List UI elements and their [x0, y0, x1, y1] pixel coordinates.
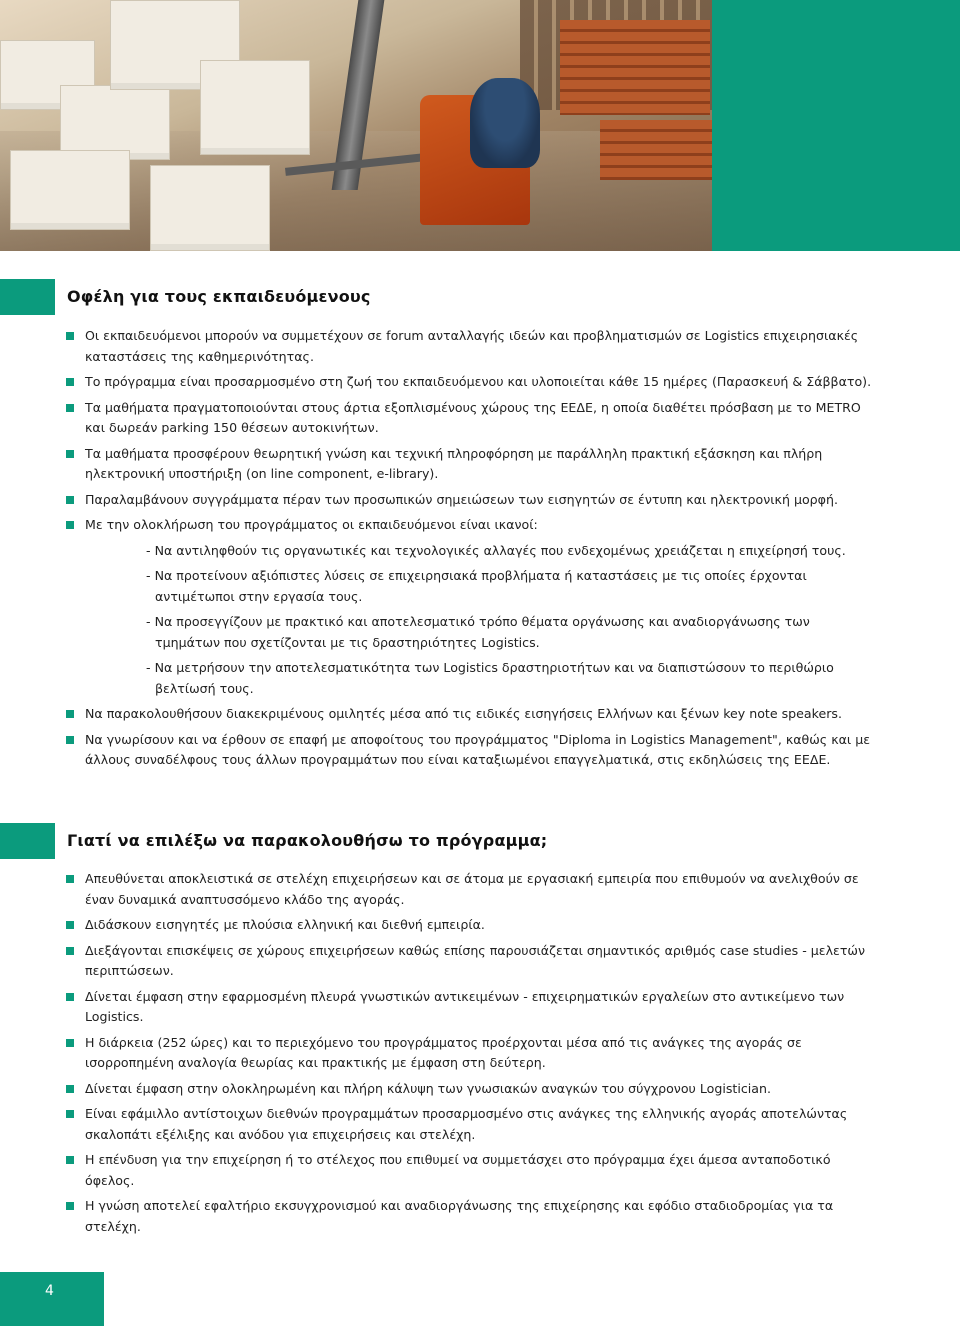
list-item: Απευθύνεται αποκλειστικά σε στελέχη επιχειρήσεων και σε άτομα με εργασιακή εμπειρία που επιθυμούν να ανελιχθούν σε έναν δυναμικά αναπτυσσόμενο κλάδο της αγοράς.: [66, 869, 878, 910]
carton-box: [150, 165, 270, 251]
benefits-list: [66, 326, 878, 776]
carton-box: [200, 60, 310, 155]
header-accent-block: [712, 0, 960, 251]
list-item: Οι εκπαιδευόμενοι μπορούν να συμμετέχουν σε forum ανταλλαγής ιδεών και προβληματισμών σε Logistics επιχειρησιακές καταστάσεις της καθημερινότητας.: [66, 326, 878, 367]
square-bullet-icon: [66, 378, 74, 386]
carton-box: [60, 85, 170, 160]
square-bullet-icon: [66, 1039, 74, 1047]
sublist-item: - Να αντιληφθούν τις οργανωτικές και τεχνολογικές αλλαγές που ενδεχομένως χρειάζεται η επιχείρησή τους.: [146, 542, 846, 558]
section-marker: [0, 279, 55, 315]
square-bullet-icon: [66, 947, 74, 955]
square-bullet-icon: [66, 1202, 74, 1210]
reasons-list: [66, 869, 878, 1242]
list-item: Τα μαθήματα προσφέρουν θεωρητική γνώση και τεχνική πληροφόρηση με παράλληλη πρακτική εξάσκηση και πλήρη ηλεκτρονική υποστήριξη (on line component, e-library).: [66, 444, 878, 485]
list-item: Δίνεται έμφαση στην εφαρμοσμένη πλευρά γνωστικών αντικειμένων - επιχειρηματικών εργαλείων στο αντικείμενο των Logistics.: [66, 987, 878, 1028]
square-bullet-icon: [66, 496, 74, 504]
square-bullet-icon: [66, 332, 74, 340]
sublist-item: - Να μετρήσουν την αποτελεσματικότητα των Logistics δραστηριοτήτων και να διαπιστώσουν το περιθώριο βελτίωσή τους.: [146, 660, 834, 696]
square-bullet-icon: [66, 1156, 74, 1164]
square-bullet-icon: [66, 736, 74, 744]
list-item: Η διάρκεια (252 ώρες) και το περιεχόμενο του προγράμματος προέρχονται μέσα από τις ανάγκες της αγοράς σε ισορροπημένη αναλογία θεωρίας και πρακτικής με έμφαση στη δεύτερη.: [66, 1033, 878, 1074]
square-bullet-icon: [66, 710, 74, 718]
square-bullet-icon: [66, 993, 74, 1001]
list-item: Τα μαθήματα πραγματοποιούνται στους άρτια εξοπλισμένους χώρους της ΕΕΔΕ, η οποία διαθέτει πρόσβαση με το METRO και δωρεάν parking 150 θέσεων αυτοκινήτων.: [66, 398, 878, 439]
square-bullet-icon: [66, 521, 74, 529]
forklift-driver: [470, 78, 540, 168]
square-bullet-icon: [66, 1110, 74, 1118]
page-number: 4: [45, 1283, 54, 1299]
list-item: Να παρακολουθήσουν διακεκριμένους ομιλητές μέσα από τις ειδικές εισηγήσεις Ελλήνων και ξένων key note speakers.: [66, 704, 878, 725]
square-bullet-icon: [66, 450, 74, 458]
list-item: Δίνεται έμφαση στην ολοκληρωμένη και πλήρη κάλυψη των γνωσιακών αναγκών του σύγχρονου Logistician.: [66, 1079, 878, 1100]
section-marker: [0, 823, 55, 859]
square-bullet-icon: [66, 1085, 74, 1093]
sublist-item: - Να προσεγγίζουν με πρακτικό και αποτελεσματικό τρόπο θέματα οργάνωσης και αναδιοργάνωσης των τμημάτων που σχετίζονται με τις δραστηριότητες Logistics.: [146, 614, 810, 650]
square-bullet-icon: [66, 921, 74, 929]
list-item: Με την ολοκλήρωση του προγράμματος οι εκπαιδευόμενοι είναι ικανοί: - Να αντιληφθούν τις οργανωτικές και τεχνολογικές αλλαγές που ενδεχομένως χρειάζεται η επιχείρησή τους. - Να προτείνουν αξιόπιστες λύσεις σε επιχειρησιακά προβλήματα ή καταστάσεις με τις οποίες έρχονται αντιμέτωποι στην εργασία τους. - Να προσεγγίζουν με πρακτικό και αποτελεσματικό τρόπο θέματα οργάνωσης και αναδιοργάνωσης των τμημάτων που σχετίζονται με τις δραστηριότητες Logistics. - Να μετρήσουν την αποτελεσματικότητα των Logistics δραστηριοτήτων και να διαπιστώσουν το περιθώριο βελτίωσή τους.: [66, 515, 878, 699]
square-bullet-icon: [66, 875, 74, 883]
list-item: Είναι εφάμιλλο αντίστοιχων διεθνών προγραμμάτων προσαρμοσμένο στις ανάγκες της ελληνικής αγοράς αποτελώντας σκαλοπάτι εξέλιξης και ανόδου για επιχειρήσεις και στελέχη.: [66, 1104, 878, 1145]
page-number-box: [0, 1272, 104, 1326]
section-title: Γιατί να επιλέξω να παρακολουθήσω το πρόγραμμα;: [67, 831, 548, 850]
warehouse-photo: [0, 0, 712, 251]
square-bullet-icon: [66, 404, 74, 412]
stacked-pallet: [600, 120, 712, 180]
skills-sublist: [85, 541, 878, 700]
list-item: Διδάσκουν εισηγητές με πλούσια ελληνική και διεθνή εμπειρία.: [66, 915, 878, 936]
sublist-item: - Να προτείνουν αξιόπιστες λύσεις σε επιχειρησιακά προβλήματα ή καταστάσεις με τις οποίες έρχονται αντιμέτωποι στην εργασία τους.: [146, 568, 807, 604]
list-item: Παραλαμβάνουν συγγράμματα πέραν των προσωπικών σημειώσεων των εισηγητών σε έντυπη και ηλεκτρονική μορφή.: [66, 490, 878, 511]
carton-box: [10, 150, 130, 230]
list-item: Διεξάγονται επισκέψεις σε χώρους επιχειρήσεων καθώς επίσης παρουσιάζεται σημαντικός αριθμός case studies - μελετών περιπτώσεων.: [66, 941, 878, 982]
list-item: Να γνωρίσουν και να έρθουν σε επαφή με αποφοίτους του προγράμματος "Diploma in Logistics Management", καθώς και με άλλους συναδέλφους τους άλλων προγραμμάτων που είναι καταξιωμένοι επαγγελματικά, στις εκδηλώσεις της ΕΕΔΕ.: [66, 730, 878, 771]
section-title: Οφέλη για τους εκπαιδευόμενους: [67, 287, 371, 306]
list-item: Η επένδυση για την επιχείρηση ή το στέλεχος που επιθυμεί να συμμετάσχει στο πρόγραμμα έχει άμεσα ανταποδοτικό όφελος.: [66, 1150, 878, 1191]
stacked-pallet: [560, 20, 710, 115]
list-item: Το πρόγραμμα είναι προσαρμοσμένο στη ζωή του εκπαιδευόμενου και υλοποιείται κάθε 15 ημέρες (Παρασκευή & Σάββατο).: [66, 372, 878, 393]
list-item: Η γνώση αποτελεί εφαλτήριο εκσυγχρονισμού και αναδιοργάνωσης της επιχείρησης και εφόδιο σταδιοδρομίας για τα στελέχη.: [66, 1196, 878, 1237]
